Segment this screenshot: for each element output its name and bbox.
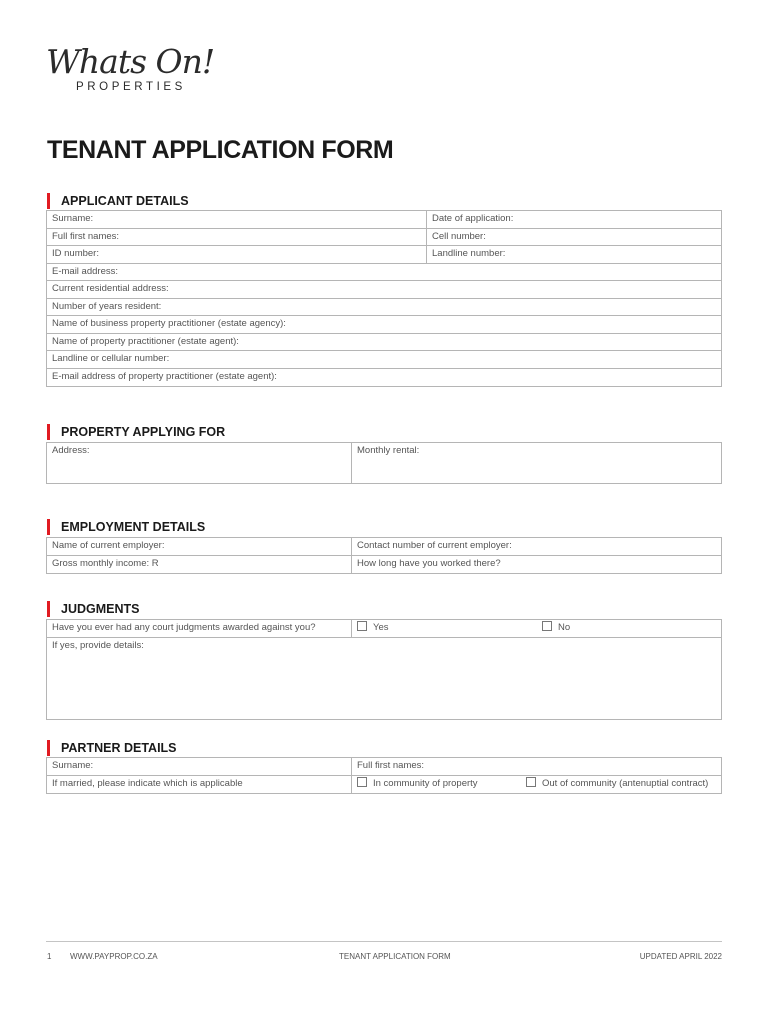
surname-label: Surname:: [52, 213, 94, 224]
judgments-table: [46, 619, 722, 720]
table-row: [47, 556, 721, 574]
partner-first-names-field[interactable]: [351, 758, 721, 775]
property-address-field[interactable]: [47, 443, 351, 483]
partner-table: [46, 757, 722, 794]
in-community-label: In community of property: [373, 777, 478, 789]
yes-checkbox[interactable]: [357, 621, 367, 631]
email-field[interactable]: [47, 264, 721, 281]
estate-agent-field[interactable]: [47, 334, 721, 351]
footer-website: WWW.PAYPROP.CO.ZA: [70, 952, 158, 961]
table-row: [47, 246, 721, 264]
partner-first-names-label: Full first names:: [357, 760, 425, 771]
estate-agency-field[interactable]: [47, 316, 721, 333]
table-row: [47, 211, 721, 229]
judgments-no-option[interactable]: [537, 620, 721, 637]
table-row: [47, 758, 721, 776]
logo-subtitle: PROPERTIES: [76, 81, 186, 93]
agent-phone-label: Landline or cellular number:: [52, 353, 170, 364]
in-community-checkbox[interactable]: [357, 777, 367, 787]
first-names-field[interactable]: [47, 229, 426, 246]
section-heading-employment: EMPLOYMENT DETAILS: [47, 519, 205, 535]
judgments-details-label: If yes, provide details:: [52, 640, 144, 651]
employer-name-field[interactable]: [47, 538, 351, 555]
table-row: [47, 369, 721, 387]
applicant-details-table: [46, 210, 722, 387]
agent-phone-field[interactable]: [47, 351, 721, 368]
table-row: [47, 776, 721, 794]
monthly-rental-field[interactable]: [351, 443, 721, 483]
page-title: TENANT APPLICATION FORM: [47, 136, 394, 164]
out-community-label: Out of community (antenuptial contract): [542, 777, 709, 789]
no-checkbox[interactable]: [542, 621, 552, 631]
judgments-yes-option[interactable]: [351, 620, 537, 637]
logo-script-text: Whats On!: [46, 42, 215, 81]
property-address-label: Address:: [52, 445, 90, 456]
table-row: [47, 281, 721, 299]
first-names-label: Full first names:: [52, 230, 120, 242]
employer-contact-label: Contact number of current employer:: [357, 540, 512, 551]
application-date-field[interactable]: [426, 211, 721, 228]
judgments-question: [47, 620, 351, 637]
application-date-label: Date of application:: [432, 213, 514, 224]
residential-address-field[interactable]: [47, 281, 721, 298]
cell-number-label: Cell number:: [432, 230, 486, 242]
employer-name-label: Name of current employer:: [52, 540, 165, 551]
footer-updated: UPDATED APRIL 2022: [639, 952, 722, 961]
table-row: [47, 351, 721, 369]
estate-agent-label: Name of property practitioner (estate agent):: [52, 335, 239, 347]
out-community-option[interactable]: [521, 776, 721, 794]
agent-email-field[interactable]: [47, 369, 721, 387]
surname-field[interactable]: [47, 211, 426, 228]
residential-address-label: Current residential address:: [52, 283, 169, 294]
footer-page-number: 1: [47, 952, 52, 961]
judgments-details-field[interactable]: [47, 638, 721, 719]
id-number-field[interactable]: [47, 246, 426, 263]
employment-duration-field[interactable]: [351, 556, 721, 574]
marriage-question-label: If married, please indicate which is applicable: [52, 777, 243, 789]
cell-number-field[interactable]: [426, 229, 721, 246]
table-row: [47, 264, 721, 282]
table-row: [47, 334, 721, 352]
table-row: [47, 229, 721, 247]
out-community-checkbox[interactable]: [526, 777, 536, 787]
footer-divider: [46, 941, 722, 942]
no-label: No: [558, 622, 571, 633]
table-row: [47, 316, 721, 334]
table-row: [47, 299, 721, 317]
gross-income-label: Gross monthly income: R: [52, 557, 159, 569]
agent-email-label: E-mail address of property practitioner (estate agent):: [52, 370, 277, 382]
monthly-rental-label: Monthly rental:: [357, 445, 420, 456]
judgments-question-label: Have you ever had any court judgments awarded against you?: [52, 622, 316, 633]
partner-surname-field[interactable]: [47, 758, 351, 775]
email-label: E-mail address:: [52, 265, 118, 277]
employment-table: [46, 537, 722, 574]
years-resident-label: Number of years resident:: [52, 300, 162, 312]
yes-label: Yes: [373, 622, 389, 633]
landline-number-label: Landline number:: [432, 248, 506, 259]
table-row: [47, 620, 721, 638]
years-resident-field[interactable]: [47, 299, 721, 316]
id-number-label: ID number:: [52, 248, 99, 259]
section-heading-partner: PARTNER DETAILS: [47, 740, 177, 756]
partner-surname-label: Surname:: [52, 760, 94, 771]
table-row: [47, 538, 721, 556]
estate-agency-label: Name of business property practitioner (estate agency):: [52, 318, 286, 329]
footer-form-name: TENANT APPLICATION FORM: [339, 952, 451, 961]
property-table: [46, 442, 722, 484]
gross-income-field[interactable]: [47, 556, 351, 574]
marriage-question: [47, 776, 351, 794]
company-logo: [46, 44, 216, 100]
landline-number-field[interactable]: [426, 246, 721, 263]
section-heading-judgments: JUDGMENTS: [47, 601, 139, 617]
in-community-option[interactable]: [351, 776, 521, 794]
employer-contact-field[interactable]: [351, 538, 721, 555]
section-heading-applicant: APPLICANT DETAILS: [47, 193, 189, 209]
section-heading-property: PROPERTY APPLYING FOR: [47, 424, 225, 440]
employment-duration-label: How long have you worked there?: [357, 557, 501, 569]
